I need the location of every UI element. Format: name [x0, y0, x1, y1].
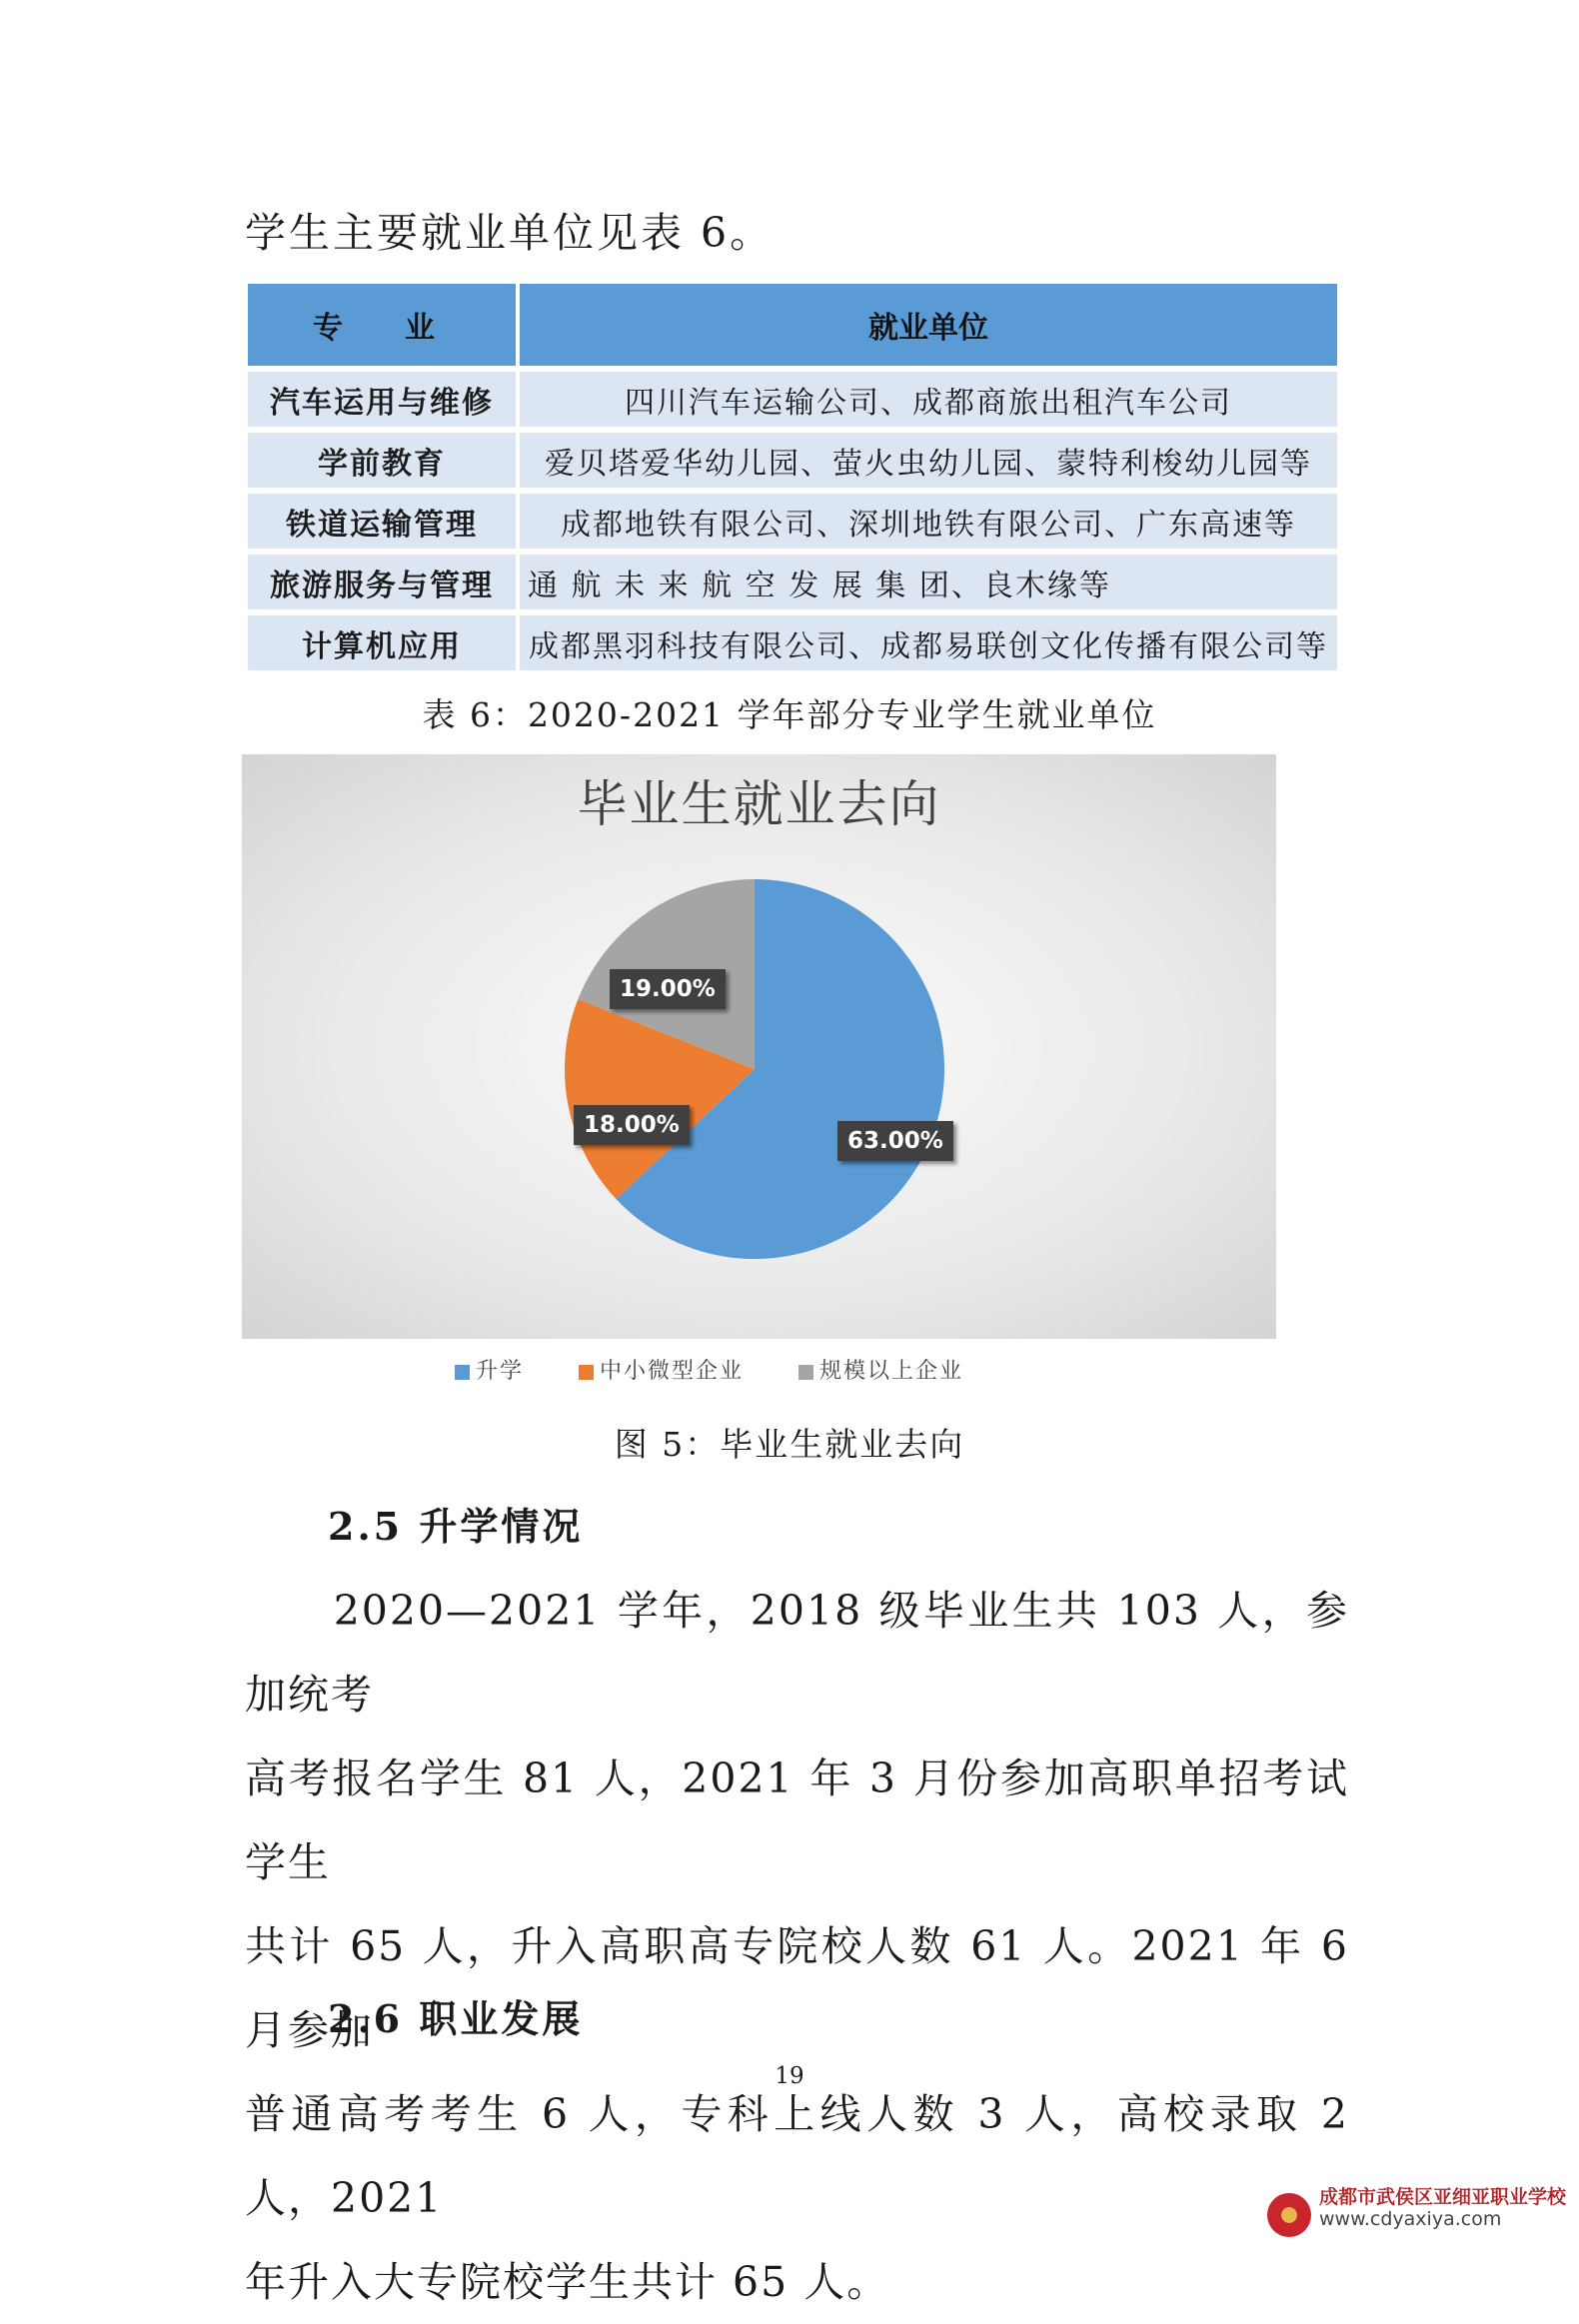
legend-swatch-gray [798, 1365, 813, 1380]
cell-major: 学前教育 [248, 433, 520, 488]
table-row [248, 372, 1337, 427]
paragraph-line: 普通高考考生 6 人，专科上线人数 3 人，高校录取 2 人，2021 [245, 2090, 1349, 2222]
intro-text: 学生主要就业单位见表 6。 [245, 209, 775, 257]
table-caption: 表 6：2020-2021 学年部分专业学生就业单位 [422, 695, 1157, 734]
cell-major: 汽车运用与维修 [248, 372, 520, 427]
table-row [248, 555, 1337, 609]
footer-url: www.cdyaxiya.com [1319, 2208, 1502, 2230]
slice-label-2: 19.00% [610, 969, 726, 1009]
chart-legend [455, 1354, 963, 1385]
cell-employer: 爱贝塔爱华幼儿园、萤火虫幼儿园、蒙特利梭幼儿园等 [520, 433, 1337, 488]
cell-major: 铁道运输管理 [248, 494, 520, 549]
slice-label-0: 63.00% [837, 1121, 953, 1161]
paragraph-line: 年升入大专院校学生共计 65 人。 [245, 2258, 890, 2306]
cell-major: 计算机应用 [248, 615, 520, 670]
figure-caption: 图 5：毕业生就业去向 [614, 1425, 965, 1464]
header-employer: 就业单位 [520, 284, 1337, 366]
legend-label: 升学 [476, 1359, 525, 1384]
cell-employer: 通 航 未 来 航 空 发 展 集 团、良木缘等 [520, 555, 1337, 609]
paragraph-line: 共计 65 人，升入高职高专院校人数 61 人。2021 年 6 月参加 [245, 1922, 1349, 2054]
page-number: 19 [775, 2063, 804, 2089]
legend-swatch-orange [579, 1365, 594, 1380]
school-logo-icon [1267, 2193, 1311, 2237]
pie-chart [242, 754, 1276, 1339]
slice-label-1: 18.00% [574, 1105, 690, 1145]
header-major: 专 业 [248, 284, 520, 366]
section-heading-2-6: 2.6 职业发展 [328, 1996, 584, 2041]
table-row [248, 615, 1337, 670]
legend-swatch-blue [455, 1365, 470, 1380]
legend-item [579, 1354, 744, 1385]
table-row [248, 494, 1337, 549]
legend-label: 中小微型企业 [600, 1359, 745, 1384]
legend-label: 规模以上企业 [819, 1359, 964, 1384]
cell-employer: 四川汽车运输公司、成都商旅出租汽车公司 [520, 372, 1337, 427]
section-heading-2-5: 2.5 升学情况 [328, 1504, 584, 1549]
legend-item [798, 1354, 963, 1385]
footer-watermark [1319, 2186, 1566, 2230]
section-2-5-paragraph [245, 1569, 1349, 2324]
footer-school: 成都市武侯区亚细亚职业学校 [1319, 2186, 1567, 2208]
paragraph-line: 高考报名学生 81 人，2021 年 3 月份参加高职单招考试学生 [245, 1754, 1349, 1886]
employment-table [248, 278, 1337, 676]
cell-employer: 成都地铁有限公司、深圳地铁有限公司、广东高速等 [520, 494, 1337, 549]
cell-employer: 成都黑羽科技有限公司、成都易联创文化传播有限公司等 [520, 615, 1337, 670]
legend-item [455, 1354, 524, 1385]
paragraph-line: 2020—2021 学年，2018 级毕业生共 103 人，参加统考 [245, 1587, 1349, 1719]
table-header-row [248, 284, 1337, 366]
chart-title: 毕业生就业去向 [577, 775, 941, 833]
table-row [248, 433, 1337, 488]
cell-major: 旅游服务与管理 [248, 555, 520, 609]
